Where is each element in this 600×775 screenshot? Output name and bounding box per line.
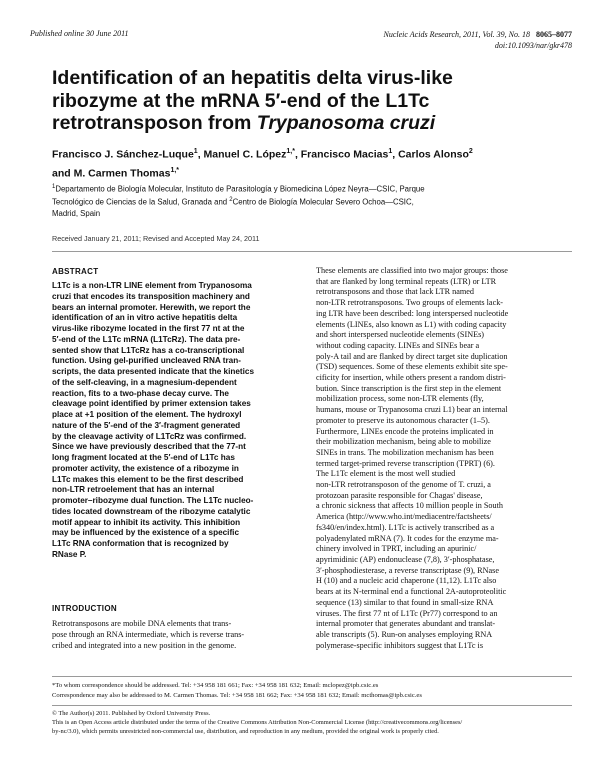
body-line: elements (LINEs, also known as L1) with coding capacity — [316, 319, 507, 329]
body-line: These elements are classified into two major groups: those — [316, 266, 508, 275]
body-line: 3′-phosphodiesterase, a reverse transcriptase (9), RNase — [316, 565, 499, 575]
abstract-line: motif appear to inhibit its activity. This inhibition — [52, 517, 241, 527]
introduction-body — [52, 618, 304, 651]
paper-title — [52, 67, 572, 135]
abstract-line: RNase P. — [52, 549, 87, 559]
body-line: protozoan parasite responsible for Chagas' disease, — [316, 490, 483, 500]
body-line: bears at its N-terminal end a functional 2A-autoproteolitic — [316, 587, 507, 597]
body-line: their mobilization mechanism, being able to mobilize — [316, 437, 491, 447]
published-date: Published online 30 June 2011 — [30, 29, 129, 38]
body-line: sequence (13) similar to that found in small-size RNA — [316, 597, 494, 607]
footnote-line: This is an Open Access article distributed under the terms of the Creative Commons Attribution Non-Commercial License (http://creativecommons.org/licenses/ — [52, 719, 463, 726]
abstract-line: of the self-cleaving, in a magnesium-dependent — [52, 377, 237, 387]
footnote-line: Correspondence may also be addressed to M. Carmen Thomas. Tel: +34 958 181 662; Fax: +34 958 181 632; Email: mcthomas@ipb.csic.es — [52, 691, 422, 699]
title-line: ribozyme at the mRNA 5′-end of the L1Tc — [52, 89, 430, 112]
abstract-line: L1Tc makes this element to be the first described — [52, 474, 244, 484]
body-line: bution. Since transcription is the first step in the element — [316, 383, 502, 393]
body-line: termed target-primed reverse transcription (TPRT) (6). — [316, 458, 495, 468]
abstract-line: promoter–ribozyme dual function. The L1Tc nucleo- — [52, 496, 254, 505]
body-line: non-LTR retrotransposons. Two groups of elements lack- — [316, 298, 504, 308]
introduction-line: cribed and integrated into a new position in the genome. — [52, 641, 237, 650]
affiliations — [52, 182, 572, 220]
body-line: SINEs in trans. The mobilization mechanism has been — [316, 447, 494, 457]
right-column-body — [316, 266, 574, 651]
abstract-line: virus-like ribozyme located in the first 77 nt at the — [52, 324, 245, 333]
body-line: promoter to preserve its autonomous character (1–5). — [316, 415, 490, 425]
abstract-line: L1Tc is a non-LTR LINE element from Trypanosoma — [52, 281, 252, 290]
introduction-line: pose through an RNA intermediate, which is reverse trans- — [52, 630, 245, 639]
abstract-line: 5′-end of the L1Tc mRNA (L1TcRz). The data pre- — [52, 334, 241, 344]
abstract-line: cleavage point identified by primer extension takes — [52, 399, 251, 409]
body-line: and short interspersed nucleotide elements (SINEs) — [316, 330, 485, 340]
body-line: H (10) and a nucleic acid chaperone (11,12). L1Tc also — [316, 576, 497, 586]
correspondence-footnote — [52, 681, 572, 700]
abstract-line: place at +1 position of the element. The hydroxyl — [52, 410, 242, 419]
abstract-line: cruzi that encodes its transposition machinery and — [52, 291, 250, 301]
footnote-line: by-nc/3.0), which permits unrestricted non-commercial use, distribution, and reproduction in any medium, provided the original work is properly cited. — [52, 728, 439, 735]
divider — [52, 251, 572, 252]
body-line: able transcripts (5). Run-on analyses employing RNA — [316, 629, 493, 639]
body-line: without coding capacity. LINEs and SINEs bear a — [316, 340, 480, 350]
title-line: retrotransposon from Trypanosoma cruzi — [52, 112, 436, 134]
body-line: ing LTR have been described: long interspersed nucleotide — [316, 308, 509, 318]
body-line: poly-A tail and are flanked by direct target site duplication — [316, 351, 508, 361]
affiliation-line: Tecnológico de Ciencias de la Salud, Granada and $^2$Centro de Biología Molecular Severo Ochoa—CSIC, — [52, 197, 414, 207]
body-line: mobilization process, some non-LTR elements (fly, — [316, 394, 484, 404]
abstract-line: bears an internal promoter. Herewith, we report the — [52, 302, 251, 312]
abstract-line: may be influenced by the existence of a specific — [52, 528, 240, 538]
introduction-heading: INTRODUCTION — [52, 604, 117, 613]
body-line: viruses. The first 77 nt of L1Tc (Pr77) correspond to an — [316, 608, 498, 618]
body-line: fs340/en/index.html). L1Tc is actively transcribed as a — [316, 522, 495, 532]
author-line: and M. Carmen Thomas$^{1,*}$ — [52, 166, 180, 179]
body-line: that are flanked by long terminal repeats (LTR) or LTR — [316, 276, 497, 286]
abstract-line: non-LTR retroelement that has an internal — [52, 485, 215, 495]
abstract-line: long fragment located at the 5′-end of L1Tc has — [52, 453, 235, 462]
body-line: cificity for insertion, while others present a random distri- — [316, 373, 506, 383]
abstract-heading: ABSTRACT — [52, 267, 99, 276]
body-line: humans, mouse or Trypanosoma cruzi L1) bear an internal — [316, 405, 508, 415]
abstract-line: scripts, the data presented indicate that the kinetics — [52, 367, 255, 376]
body-line: polymerase-specific inhibitors suggest that L1Tc is — [316, 640, 484, 650]
body-line: polyadenylated mRNA (7). It codes for the enzyme ma- — [316, 533, 499, 543]
body-line: internal promoter that generates abundant and translat- — [316, 619, 496, 629]
divider — [52, 705, 572, 706]
page-range: 8065–8077 — [536, 30, 572, 39]
abstract-line: identification of an in vitro active hepatitis delta — [52, 313, 238, 323]
abstract-body — [52, 281, 299, 561]
affiliation-line: Madrid, Spain — [52, 209, 101, 219]
received-dates: Received January 21, 2011; Revised and Accepted May 24, 2011 — [52, 234, 260, 243]
body-line: a chronic sickness that affects 10 million people in South — [316, 501, 503, 511]
abstract-line: sented show that L1TcRz has a co-transcriptional — [52, 345, 245, 355]
footnote-line: *To whom correspondence should be addressed. Tel: +34 958 181 661; Fax: +34 958 181 632; Email: mclopez@ipb.csic.es — [52, 682, 379, 689]
body-line: apyrimidinic (AP) endonuclease (7,8), 3′-phosphatase, — [316, 554, 495, 564]
body-line: non-LTR retrotransposon of the genome of T. cruzi, a — [316, 480, 491, 490]
abstract-line: Since we have previously described that the 77-nt — [52, 442, 246, 452]
body-line: Furthermore, LINEs encode the proteins implicated in — [316, 426, 494, 436]
author-line: Francisco J. Sánchez-Luque$^1$, Manuel C. López$^{1,*}$, Francisco Macias$^1$, Carlos Alonso$^2$ — [52, 148, 473, 161]
title-line: Identification of an hepatitis delta virus-like — [52, 67, 453, 89]
abstract-line: promoter activity, the existence of a ribozyme in — [52, 463, 239, 473]
body-line: retrotransposons and those that lack LTR named — [316, 287, 474, 297]
doi: doi:10.1093/nar/gkr478 — [494, 41, 572, 50]
abstract-line: function. Using gel-purified uncleaved RNA tran- — [52, 356, 241, 366]
body-line: America (http://www.who.int/mediacentre/factsheets/ — [316, 512, 492, 522]
abstract-line: tides located downstream of the ribozyme catalytic — [52, 506, 251, 516]
affiliation-line: $^1$Departamento de Biología Molecular, Instituto de Parasitología y Biomedicina López Neyra—CSIC, Parque — [52, 184, 425, 194]
author-list — [52, 144, 572, 181]
abstract-line: L1Tc RNA conformation that is recognized by — [52, 539, 229, 548]
body-line: The L1Tc element is the most well studied — [316, 469, 456, 479]
journal-header — [384, 29, 573, 51]
abstract-line: by the cleavage activity of L1TcRz was confirmed. — [52, 431, 247, 441]
abstract-line: nature of the 5′-end of the 3′-fragment generated — [52, 420, 241, 430]
abstract-line: reaction, fits to a two-phase decay curve. The — [52, 388, 229, 398]
journal-citation: Nucleic Acids Research, 2011, Vol. 39, No. 18 — [383, 30, 530, 39]
body-line: chinery involved in TPRT, including an apurinic/ — [316, 544, 477, 554]
body-line: (TSD) sequences. Some of these elements exhibit site spe- — [316, 362, 508, 372]
footnote-line: © The Author(s) 2011. Published by Oxford University Press. — [52, 710, 211, 717]
introduction-line: Retrotransposons are mobile DNA elements that trans- — [52, 619, 232, 628]
license-footnote — [52, 709, 572, 736]
divider — [52, 676, 572, 677]
